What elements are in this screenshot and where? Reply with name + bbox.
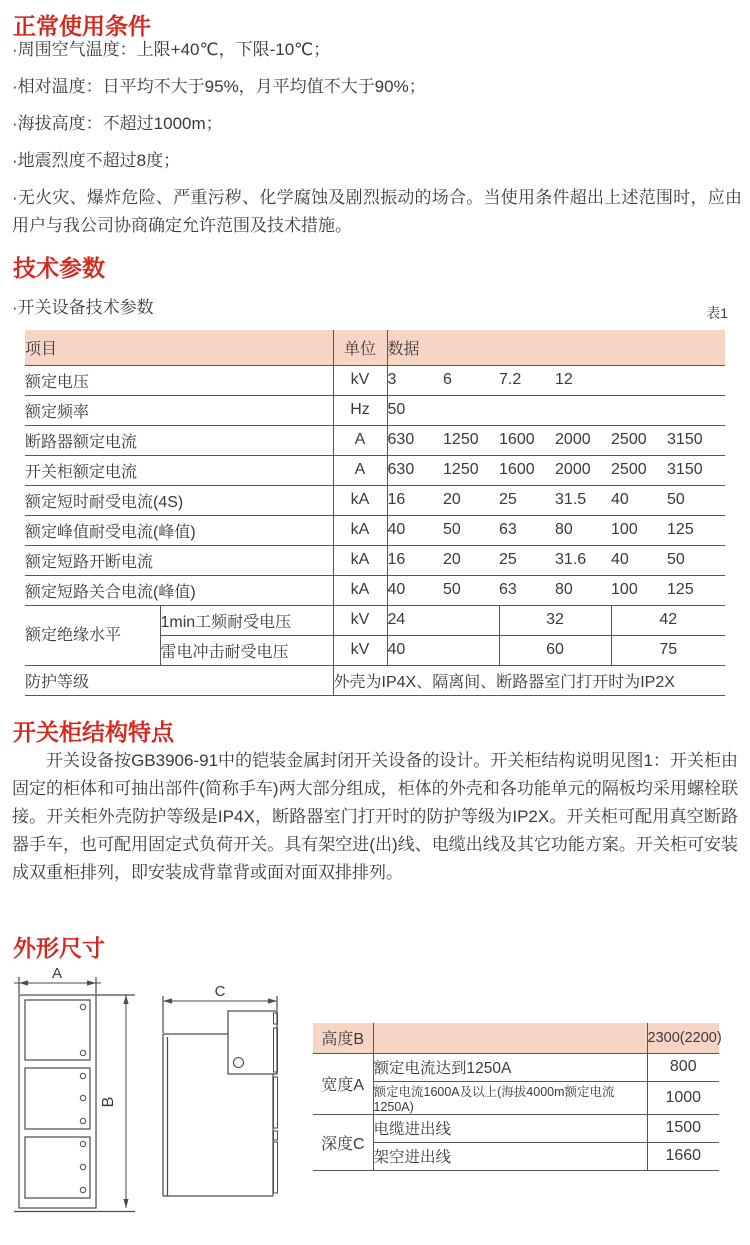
cell-value: 50 <box>667 545 725 575</box>
cell-value: 2000 <box>555 425 611 455</box>
cell-item: 断路器额定电流 <box>25 425 333 455</box>
cell-value: 125 <box>667 515 725 545</box>
cell-dimension: 深度C <box>313 1114 373 1170</box>
cell-value: 16 <box>387 485 443 515</box>
cell-value: 1600 <box>499 425 555 455</box>
cell-value: 75 <box>611 635 725 665</box>
section-title-technical-parameters: 技术参数 <box>13 255 105 281</box>
list-item: ·无火灾、爆炸危险、严重污秽、化学腐蚀及剧烈振动的场合。当使用条件超出上述范围时，应由用户与我公司协商确定允许范围及技术措施。 <box>12 188 742 235</box>
cell-value: 60 <box>499 635 611 665</box>
cell-unit: kA <box>333 575 387 605</box>
cell-value: 25 <box>499 485 555 515</box>
cell-value: 3 <box>387 365 443 395</box>
cell-value: 50 <box>387 395 443 425</box>
cell-unit: kV <box>333 365 387 395</box>
cell-value: 2000 <box>555 455 611 485</box>
cell-unit: kA <box>333 545 387 575</box>
cell-value: 40 <box>387 515 443 545</box>
cell-item: 额定短路开断电流 <box>25 545 333 575</box>
cell-value: 40 <box>611 545 667 575</box>
cell-value: 12 <box>555 365 611 395</box>
cell-value: 50 <box>667 485 725 515</box>
cell-value: 40 <box>387 575 443 605</box>
cell-value: 2500 <box>611 425 667 455</box>
cell-item: 防护等级 <box>25 665 333 695</box>
cell-unit: A <box>333 425 387 455</box>
cell-dimension: 高度B <box>313 1023 373 1053</box>
side-view-drawing <box>163 996 278 1196</box>
cell-value: 80 <box>555 515 611 545</box>
cell-item: 额定峰值耐受电流(峰值) <box>25 515 333 545</box>
cell-value: 2300(2200) <box>647 1023 719 1053</box>
cell-description: 额定电流1600A及以上(海拔4000m额定电流1250A) <box>373 1081 647 1114</box>
cell-unit: kV <box>333 605 387 635</box>
column-header-item: 项目 <box>25 330 333 365</box>
cell-unit: kA <box>333 485 387 515</box>
list-item: ·相对温度：日平均不大于95%，月平均值不大于90%； <box>12 77 426 96</box>
cell-sub-item: 1min工频耐受电压 <box>160 605 333 635</box>
cell-value: 630 <box>387 425 443 455</box>
table-row-protection <box>25 665 725 695</box>
cell-value: 50 <box>443 515 499 545</box>
cell-description: 架空进出线 <box>373 1142 647 1170</box>
cell-value: 1250 <box>443 455 499 485</box>
cell-description <box>373 1023 647 1053</box>
table-row <box>25 365 725 395</box>
cell-value: 80 <box>555 575 611 605</box>
cell-value: 100 <box>611 515 667 545</box>
cell-item: 额定短路关合电流(峰值) <box>25 575 333 605</box>
column-header-data: 数据 <box>387 330 725 365</box>
list-item: ·海拔高度：不超过1000m； <box>12 114 223 133</box>
cell-value: 1660 <box>647 1142 719 1170</box>
table-row <box>25 485 725 515</box>
cell-unit: kV <box>333 635 387 665</box>
cell-item: 额定短时耐受电流(4S) <box>25 485 333 515</box>
cell-value: 6 <box>443 365 499 395</box>
cell-value: 1250 <box>443 425 499 455</box>
cell-value: 125 <box>667 575 725 605</box>
usage-conditions-list <box>12 36 742 249</box>
dimension-label-c: C <box>214 983 226 1000</box>
cell-value: 2500 <box>611 455 667 485</box>
table-row <box>25 545 725 575</box>
table-row <box>25 455 725 485</box>
cell-value: 32 <box>499 605 611 635</box>
table-row-width-1 <box>313 1053 719 1081</box>
cell-protection-value: 外壳为IP4X、隔离间、断路器室门打开时为IP2X <box>333 665 725 695</box>
cell-value <box>555 395 611 425</box>
cabinet-outline-drawings <box>0 952 320 1245</box>
cell-value: 24 <box>387 605 499 635</box>
section-title-outline-dimensions: 外形尺寸 <box>13 935 105 961</box>
cell-value: 50 <box>443 575 499 605</box>
table-header-row <box>25 330 725 365</box>
cell-description: 额定电流达到1250A <box>373 1053 647 1081</box>
cell-value: 20 <box>443 485 499 515</box>
cell-value: 63 <box>499 515 555 545</box>
cell-value: 16 <box>387 545 443 575</box>
cell-value: 1600 <box>499 455 555 485</box>
cell-dimension: 宽度A <box>313 1053 373 1114</box>
cell-value <box>611 395 667 425</box>
cell-value: 42 <box>611 605 725 635</box>
cell-value <box>611 365 667 395</box>
cell-value: 3150 <box>667 455 725 485</box>
cell-unit: A <box>333 455 387 485</box>
section-title-structure-features: 开关柜结构特点 <box>13 719 174 745</box>
tech-params-table <box>25 330 725 696</box>
cell-value <box>499 395 555 425</box>
list-item: ·地震烈度不超过8度； <box>12 151 181 170</box>
cell-value: 20 <box>443 545 499 575</box>
table-row-depth-1 <box>313 1114 719 1142</box>
cell-value: 100 <box>611 575 667 605</box>
front-view-drawing <box>14 977 135 1212</box>
dimension-label-b: B <box>100 1096 117 1108</box>
cell-value: 31.5 <box>555 485 611 515</box>
list-item: ·周围空气温度：上限+40℃，下限-10℃； <box>12 40 331 59</box>
cell-value: 40 <box>387 635 499 665</box>
cell-value <box>443 395 499 425</box>
structure-features-paragraph: 开关设备按GB3906-91中的铠装金属封闭开关设备的设计。开关柜结构说明见图1：开关柜由固定的柜体和可抽出部件(简称手车)两大部分组成，柜体的外壳和各功能单元的隔板均采用螺栓联接。开关柜外壳防护等级是IP4X，断路器室门打开时的防护等级为IP2X。开关柜可配用真空断路器手车，也可配用固定式负荷开关。具有架空进(出)线、电缆出线及其它功能方案。开关柜可安装成双重柜排列，即安装成背靠背或面对面双排排列。 <box>12 751 738 882</box>
cell-value: 25 <box>499 545 555 575</box>
cell-value: 630 <box>387 455 443 485</box>
column-header-unit: 单位 <box>333 330 387 365</box>
table-row <box>25 575 725 605</box>
cell-value: 1000 <box>647 1081 719 1114</box>
cell-item: 开关柜额定电流 <box>25 455 333 485</box>
cell-value: 63 <box>499 575 555 605</box>
cell-value: 800 <box>647 1053 719 1081</box>
table-row <box>25 515 725 545</box>
cell-item-insulation-level: 额定绝缘水平 <box>25 605 160 665</box>
cell-value: 31.6 <box>555 545 611 575</box>
table-row-insulation-1 <box>25 605 725 635</box>
cell-value: 7.2 <box>499 365 555 395</box>
table-row-depth-2 <box>313 1142 719 1170</box>
table-row-width-2 <box>313 1081 719 1114</box>
table-row-height <box>313 1023 719 1053</box>
cell-description: 电缆进出线 <box>373 1114 647 1142</box>
cell-value: 40 <box>611 485 667 515</box>
section-title-usage-conditions: 正常使用条件 <box>13 13 151 39</box>
cell-item: 额定频率 <box>25 395 333 425</box>
cell-value: 1500 <box>647 1114 719 1142</box>
cell-item: 额定电压 <box>25 365 333 395</box>
cell-unit: Hz <box>333 395 387 425</box>
dimensions-table <box>313 1023 722 1171</box>
cell-value <box>667 365 725 395</box>
cell-value <box>667 395 725 425</box>
table-number-label: 表1 <box>706 305 728 321</box>
table-row <box>25 395 725 425</box>
dimension-label-a: A <box>51 965 63 982</box>
cell-unit: kA <box>333 515 387 545</box>
table-row <box>25 425 725 455</box>
cell-sub-item: 雷电冲击耐受电压 <box>160 635 333 665</box>
cell-value: 3150 <box>667 425 725 455</box>
tech-params-subtitle: ·开关设备技术参数 <box>12 298 154 317</box>
